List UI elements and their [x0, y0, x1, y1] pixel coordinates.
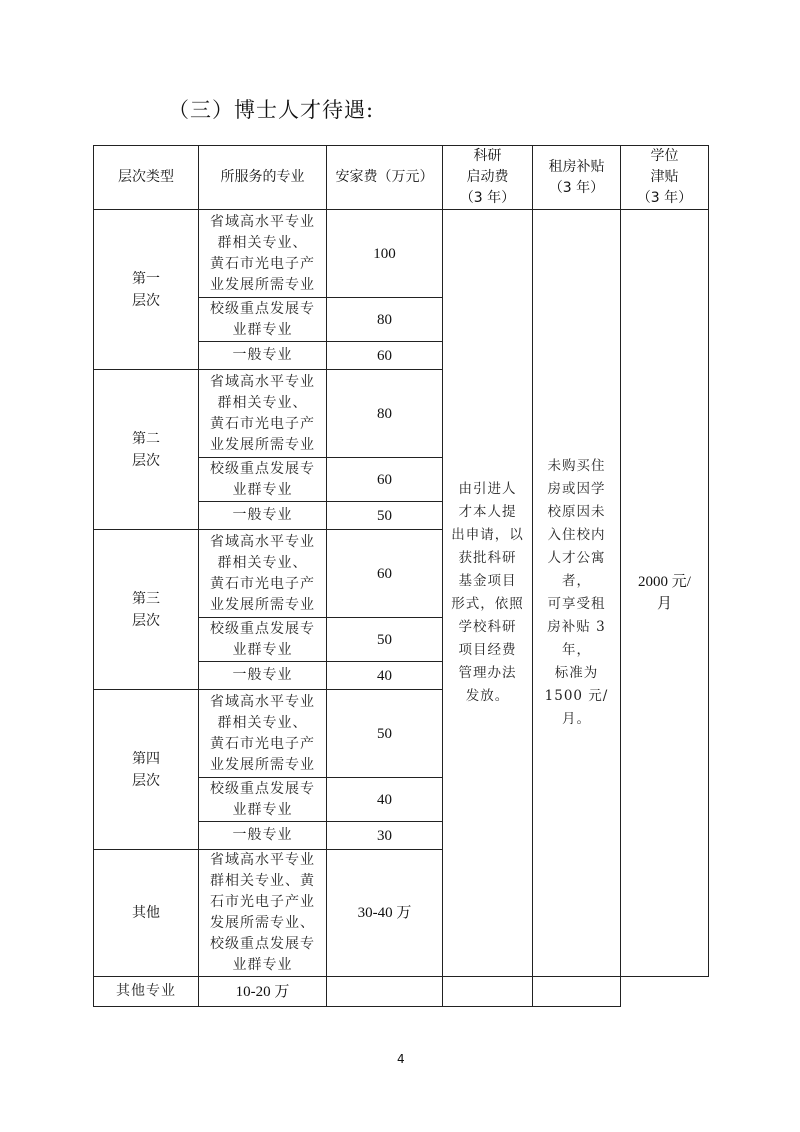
empty-degree-cell [533, 977, 621, 1007]
major-cell: 一般专业 [199, 502, 327, 530]
settle-fee-cell: 50 [327, 690, 443, 778]
major-cell: 一般专业 [199, 662, 327, 690]
settle-fee-cell: 50 [327, 502, 443, 530]
tier-name-cell: 第三 层次 [94, 530, 199, 690]
section-heading: （三）博士人才待遇: [168, 98, 375, 122]
major-cell: 校级重点发展专 业群专业 [199, 458, 327, 502]
rent-subsidy-cell: 未购买住 房或因学 校原因未 入住校内 人才公寓 者， 可享受租 房补贴 3 年， 标准为 1500 元/ 月。 [533, 210, 621, 977]
major-cell: 校级重点发展专 业群专业 [199, 778, 327, 822]
settle-fee-cell: 100 [327, 210, 443, 298]
settle-fee-cell: 80 [327, 298, 443, 342]
settle-fee-cell: 30 [327, 822, 443, 850]
major-cell: 省域高水平专业 群相关专业、 黄石市光电子产 业发展所需专业 [199, 690, 327, 778]
table-row [94, 210, 709, 298]
header-rent-subsidy: 租房补贴 （3 年） [533, 146, 621, 210]
header-row [94, 146, 709, 210]
major-cell: 一般专业 [199, 342, 327, 370]
settle-fee-cell: 60 [327, 530, 443, 618]
major-cell: 其他专业 [94, 977, 199, 1007]
settle-fee-cell: 60 [327, 458, 443, 502]
header-major: 所服务的专业 [199, 146, 327, 210]
tier-name-cell: 第一 层次 [94, 210, 199, 370]
doctor-benefits-table [93, 145, 709, 1007]
header-tier-type: 层次类型 [94, 146, 199, 210]
settle-fee-cell: 30-40 万 [327, 850, 443, 977]
settle-fee-cell: 60 [327, 342, 443, 370]
major-cell: 一般专业 [199, 822, 327, 850]
major-cell: 省域高水平专业 群相关专业、 黄石市光电子产 业发展所需专业 [199, 210, 327, 298]
settle-fee-cell: 40 [327, 778, 443, 822]
header-settle-fee: 安家费（万元） [327, 146, 443, 210]
research-fund-cell: 由引进人 才本人提 出申请，以 获批科研 基金项目 形式，依照 学校科研 项目经费 管理办法 发放。 [443, 210, 533, 977]
major-cell: 校级重点发展专 业群专业 [199, 618, 327, 662]
major-cell: 省域高水平专业 群相关专业、黄 石市光电子产业 发展所需专业、 校级重点发展专 业群专业 [199, 850, 327, 977]
settle-fee-cell: 50 [327, 618, 443, 662]
tier-name-cell: 第四 层次 [94, 690, 199, 850]
empty-research-cell [327, 977, 443, 1007]
degree-allowance-cell: 2000 元/ 月 [621, 210, 709, 977]
major-cell: 校级重点发展专 业群专业 [199, 298, 327, 342]
settle-fee-cell: 40 [327, 662, 443, 690]
page-number: 4 [397, 1052, 405, 1066]
header-research-fund: 科研 启动费 （3 年） [443, 146, 533, 210]
tier-name-cell-other: 其他 [94, 850, 199, 977]
settle-fee-cell: 80 [327, 370, 443, 458]
major-cell: 省域高水平专业 群相关专业、 黄石市光电子产 业发展所需专业 [199, 370, 327, 458]
empty-rent-cell [443, 977, 533, 1007]
header-degree-allowance: 学位 津贴 （3 年） [621, 146, 709, 210]
table-row [94, 977, 709, 1007]
settle-fee-cell: 10-20 万 [199, 977, 327, 1007]
major-cell: 省域高水平专业 群相关专业、 黄石市光电子产 业发展所需专业 [199, 530, 327, 618]
tier-name-cell: 第二 层次 [94, 370, 199, 530]
